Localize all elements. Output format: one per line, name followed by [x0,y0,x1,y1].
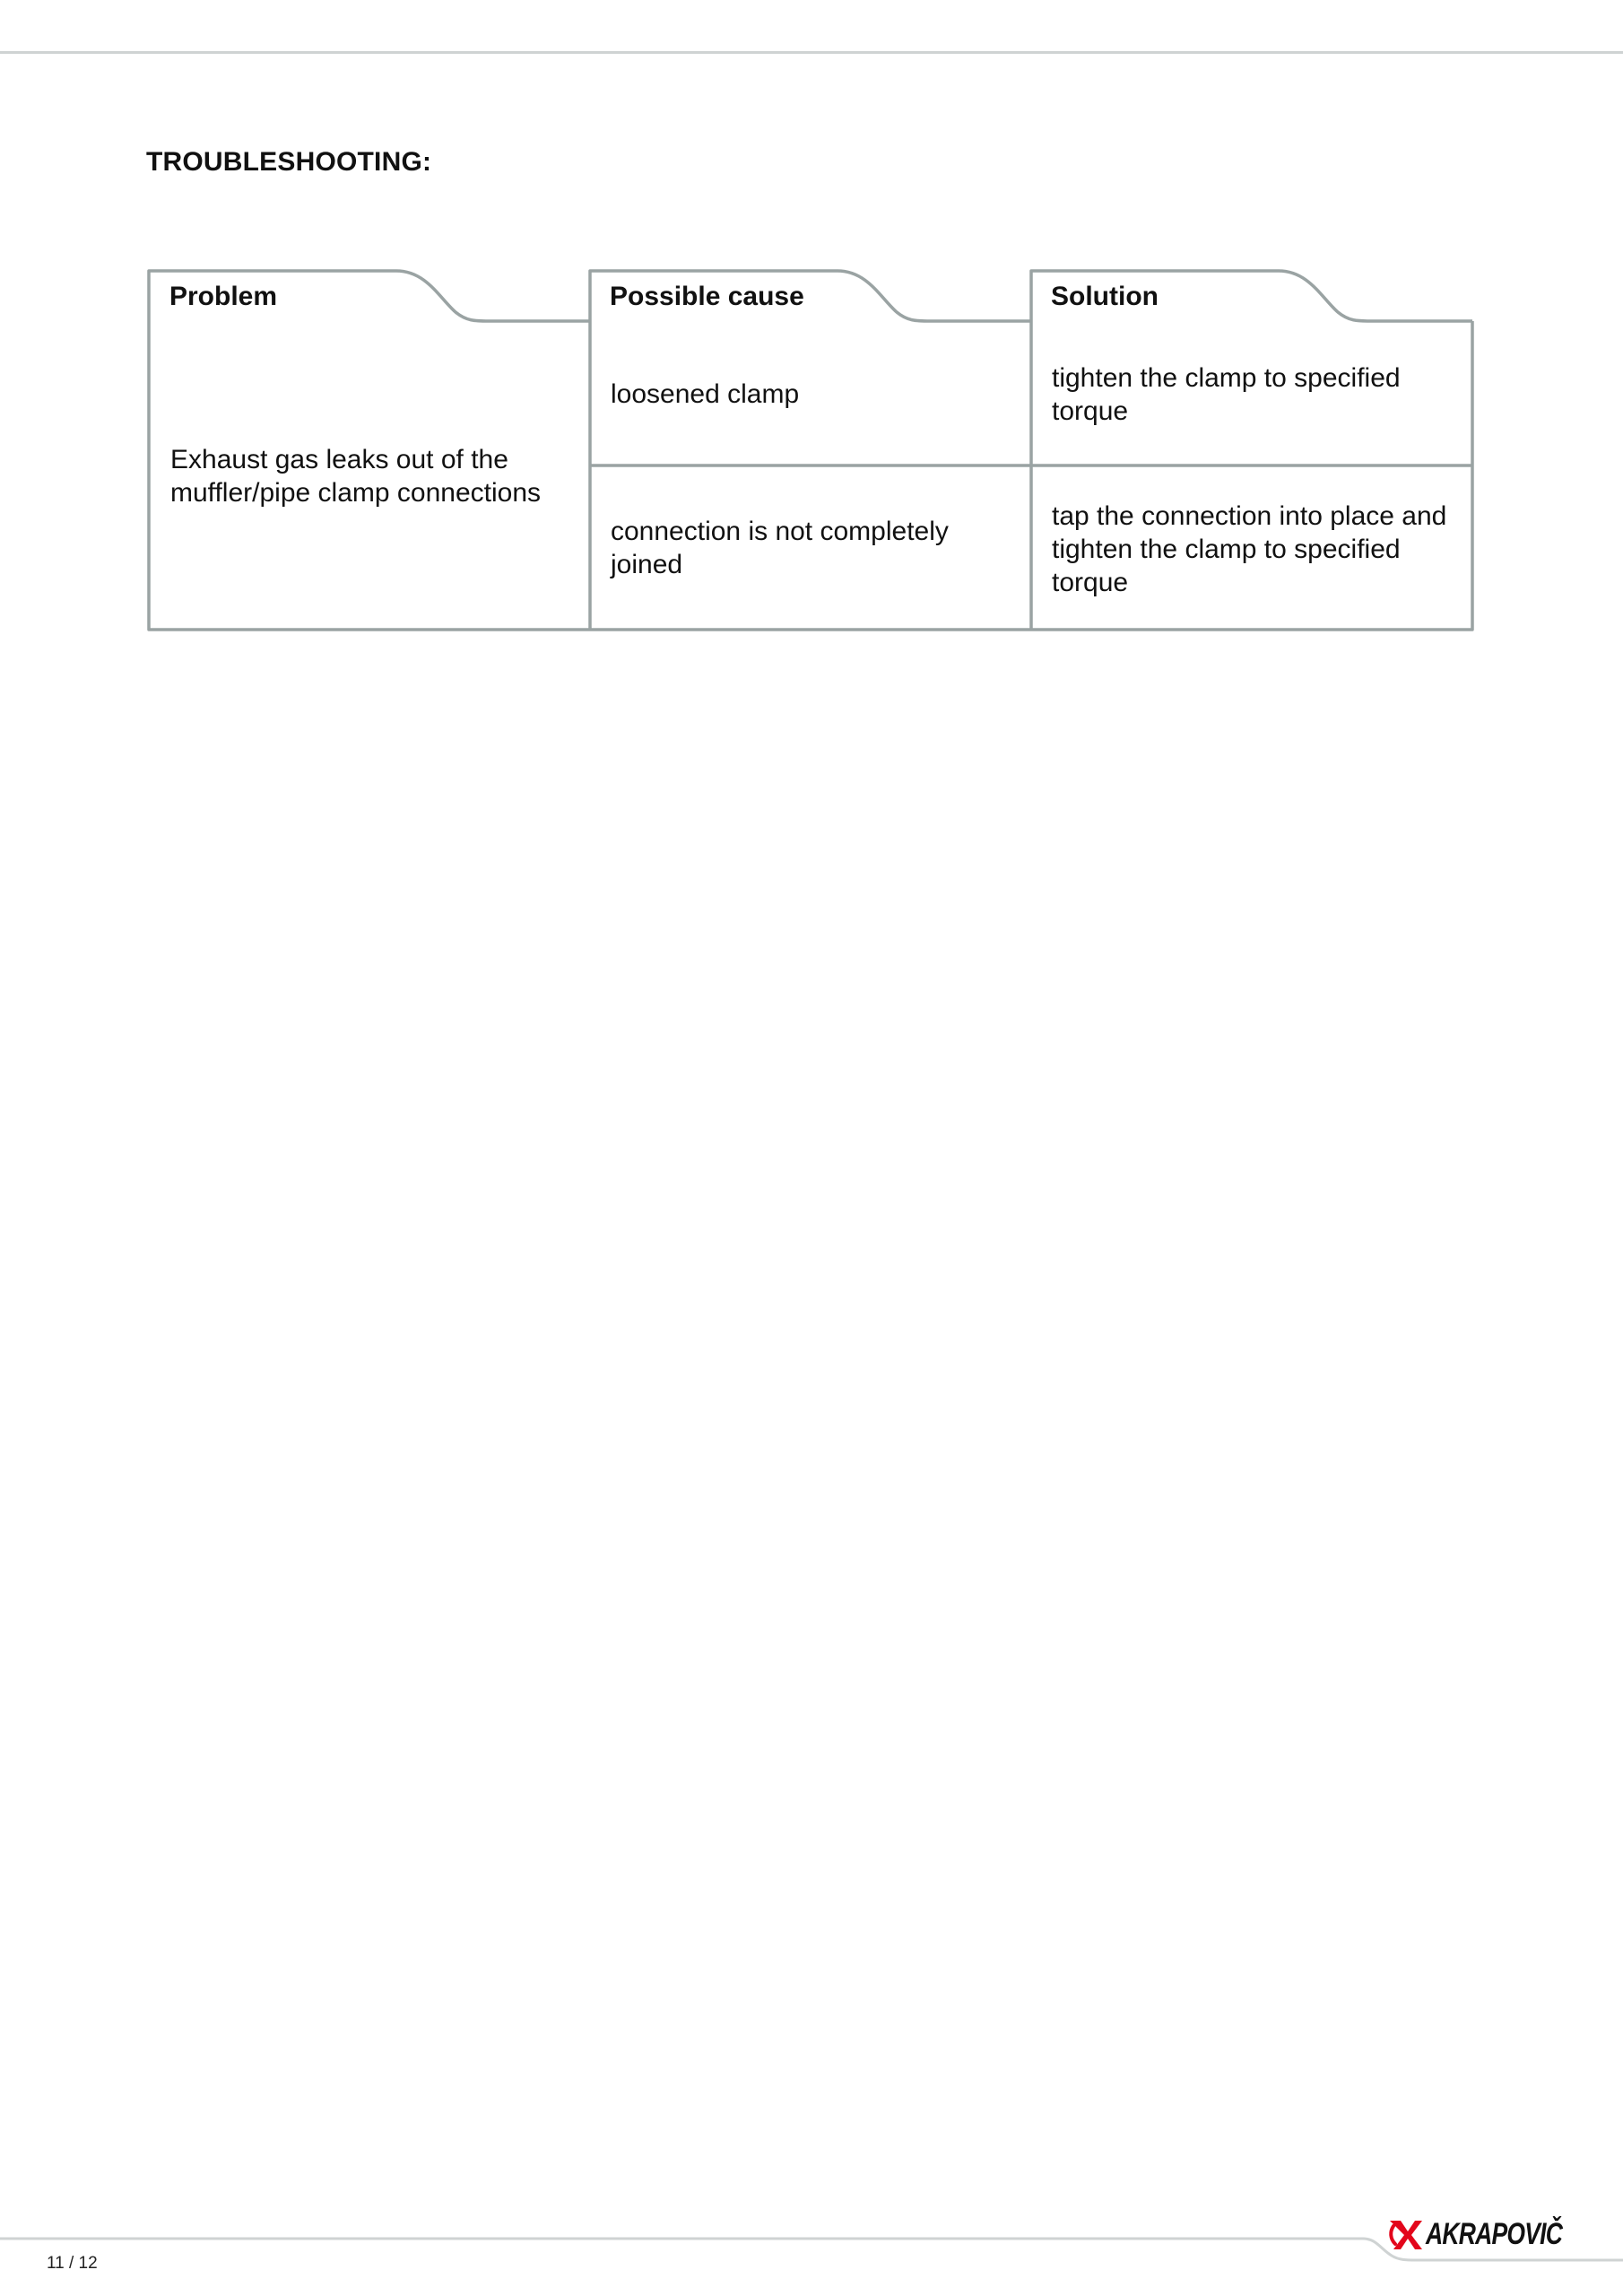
scorpion-logo-icon [1388,2219,1424,2251]
solution-text-line: tap the connection into place and [1052,501,1447,531]
cause-text-line: connection is not completely [611,517,949,546]
solution-text-line: torque [1052,396,1129,426]
solution-text-line: torque [1052,568,1129,597]
page-number: 11 / 12 [47,2254,98,2273]
brand-logo [1388,2215,1563,2255]
solution-text-line: tighten the clamp to specified [1052,363,1401,393]
section-heading: TROUBLESHOOTING: [146,147,432,177]
cause-text-line: loosened clamp [611,379,800,409]
cause-header: Possible cause [610,282,804,311]
problem-text-line: muffler/pipe clamp connections [170,478,541,508]
problem-text-line: Exhaust gas leaks out of the [170,445,508,474]
cause-text-line: joined [611,550,683,579]
solution-header: Solution [1051,282,1159,311]
problem-header: Problem [169,282,278,311]
brand-logo-text: AKRAPOVIČ [1426,2217,1563,2251]
solution-text-line: tighten the clamp to specified [1052,535,1401,564]
